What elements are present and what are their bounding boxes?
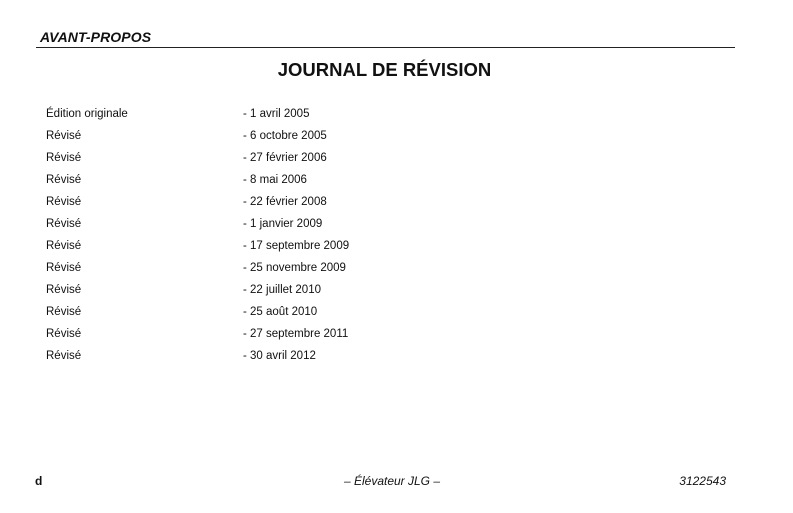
revision-date: - 6 octobre 2005 <box>243 130 327 142</box>
revision-label: Révisé <box>46 152 82 164</box>
page-number: d <box>35 474 43 488</box>
revision-date: - 22 février 2008 <box>243 196 327 208</box>
revision-date: - 27 septembre 2011 <box>243 328 349 340</box>
revision-label: Révisé <box>46 328 82 340</box>
header-divider <box>36 47 735 48</box>
revision-date: - 27 février 2006 <box>243 152 327 164</box>
revision-label: Édition originale <box>46 108 128 120</box>
revision-date: - 1 janvier 2009 <box>243 218 323 230</box>
revision-row <box>0 150 793 172</box>
revision-row <box>0 348 793 370</box>
page-title: JOURNAL DE RÉVISION <box>277 59 492 80</box>
revision-label: Révisé <box>46 240 82 252</box>
section-header: AVANT-PROPOS <box>40 29 152 45</box>
revision-label: Révisé <box>46 130 82 142</box>
revision-label: Révisé <box>46 196 82 208</box>
revision-row <box>0 194 793 216</box>
revision-label: Révisé <box>46 306 82 318</box>
revision-list <box>0 106 793 370</box>
revision-date: - 25 novembre 2009 <box>243 262 346 274</box>
revision-date: - 17 septembre 2009 <box>243 240 350 252</box>
revision-row <box>0 282 793 304</box>
revision-label: Révisé <box>46 174 82 186</box>
revision-date: - 22 juillet 2010 <box>243 284 321 296</box>
revision-date: - 8 mai 2006 <box>243 174 307 186</box>
revision-label: Révisé <box>46 262 82 274</box>
revision-row <box>0 304 793 326</box>
revision-row <box>0 128 793 150</box>
revision-date: - 1 avril 2005 <box>243 108 310 120</box>
footer-title: – Élévateur JLG – <box>343 474 441 488</box>
revision-label: Révisé <box>46 218 82 230</box>
document-number: 3122543 <box>679 474 726 488</box>
revision-row <box>0 106 793 128</box>
revision-date: - 25 août 2010 <box>243 306 318 318</box>
revision-row <box>0 260 793 282</box>
revision-row <box>0 326 793 348</box>
revision-label: Révisé <box>46 284 82 296</box>
revision-row <box>0 216 793 238</box>
revision-date: - 30 avril 2012 <box>243 350 316 362</box>
revision-row <box>0 172 793 194</box>
revision-row <box>0 238 793 260</box>
revision-label: Révisé <box>46 350 82 362</box>
